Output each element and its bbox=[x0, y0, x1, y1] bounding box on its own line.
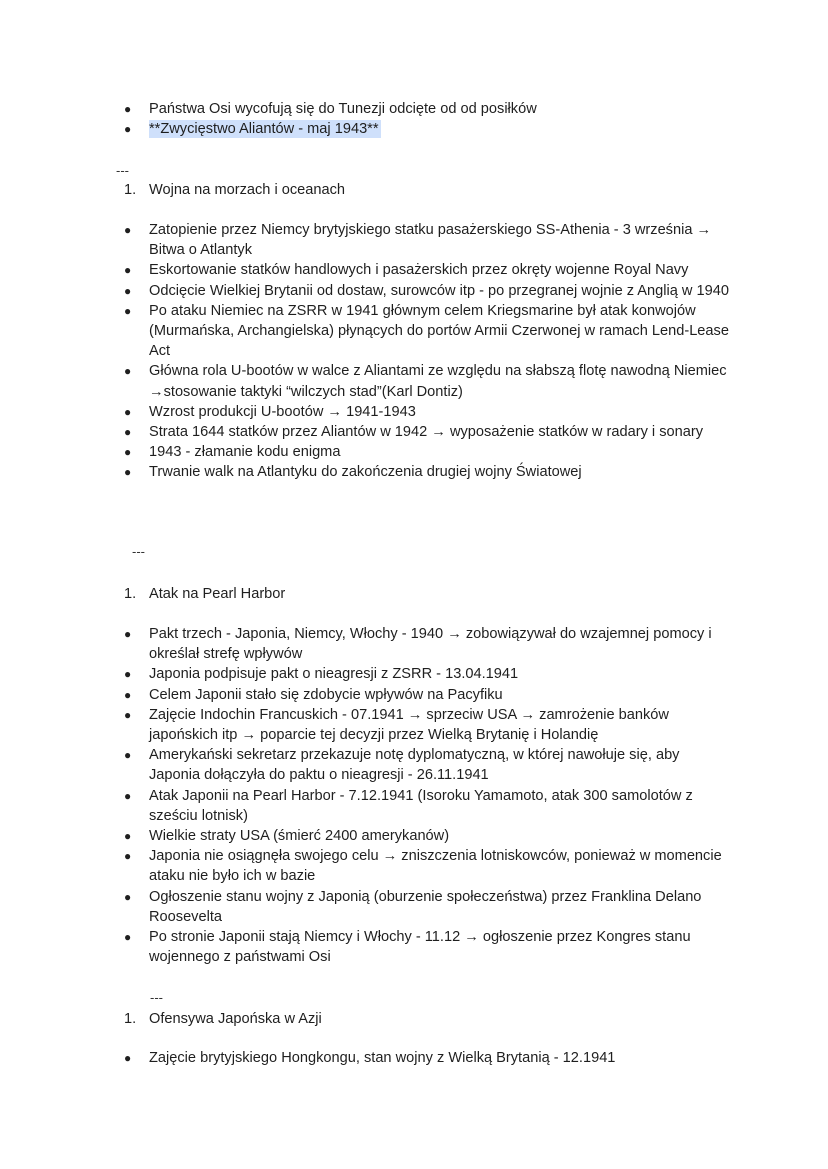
bullet-icon: ● bbox=[124, 1051, 132, 1065]
list-item: ● Zajęcie brytyjskiego Hongkongu, stan wojny z Wielką Brytanią - 12.1941 bbox=[0, 1048, 828, 1068]
list-item bbox=[0, 119, 828, 139]
bullet-icon: ● bbox=[124, 283, 132, 298]
list-item: ● Japonia nie osiągnęła swojego celu → zniszczenia lotniskowców, ponieważ w momencie ataku nie było ich w bazie bbox=[124, 848, 722, 885]
bullet-icon: ● bbox=[124, 465, 132, 480]
list-item: ● Atak Japonii na Pearl Harbor - 7.12.1941 (Isoroku Yamamoto, atak 300 samolotów z sześciu lotnisk) bbox=[124, 787, 693, 824]
section-separator: --- bbox=[150, 990, 163, 1005]
section-separator: --- bbox=[116, 163, 129, 178]
bullet-icon: ● bbox=[124, 263, 132, 278]
section-3-bullet-list bbox=[0, 1048, 828, 1068]
bullet-icon: ● bbox=[124, 364, 132, 379]
section-number: 1. bbox=[124, 586, 137, 602]
list-item: ● Eskortowanie statków handlowych i pasażerskich przez okręty wojenne Royal Navy bbox=[0, 260, 828, 280]
bullet-icon: ● bbox=[124, 889, 132, 904]
top-bullet-list bbox=[0, 99, 828, 139]
list-item: ● 1943 - złamanie kodu enigma bbox=[0, 442, 828, 462]
section-title: Atak na Pearl Harbor bbox=[149, 586, 286, 602]
list-item: ● Główna rola U-bootów w walce z Aliantami ze względu na słabszą flotę nawodną Niemiec →stosowanie taktyki “wilczych stad”(Karl Dontiz) bbox=[124, 363, 727, 400]
list-item: ● Zajęcie Indochin Francuskich - 07.1941 → sprzeciw USA → zamrożenie banków japońskich itp → poparcie tej decyzji przez Wielką Brytanię i Holandię bbox=[124, 706, 669, 744]
section-title: Ofensywa Japońska w Azji bbox=[149, 1011, 322, 1027]
bullet-icon: ● bbox=[124, 425, 132, 440]
section-separator: --- bbox=[132, 544, 145, 559]
list-item: ● Odcięcie Wielkiej Brytanii od dostaw, surowców itp - po przegranej wojnie z Anglią w 1940 bbox=[0, 281, 828, 301]
section-number: 1. bbox=[124, 1011, 137, 1027]
list-item: ● Japonia podpisuje pakt o nieagresji z ZSRR - 13.04.1941 bbox=[0, 664, 828, 684]
list-item: ● Państwa Osi wycofują się do Tunezji odcięte od od posiłków bbox=[0, 99, 828, 119]
list-item: ● Amerykański sekretarz przekazuje notę dyplomatyczną, w której nawołuje się, aby Japonia dołączyła do paktu o nieagresji - 26.11.1941 bbox=[124, 747, 680, 784]
bullet-icon: ● bbox=[124, 788, 132, 803]
bullet-icon: ● bbox=[124, 223, 132, 237]
list-item: ● Zatopienie przez Niemcy brytyjskiego statku pasażerskiego SS-Athenia - 3 września → Bitwa o Atlantyk bbox=[124, 222, 712, 259]
list-item: ● Celem Japonii stało się zdobycie wpływów na Pacyfiku bbox=[0, 685, 828, 705]
highlighted-text: **Zwycięstwo Aliantów - maj 1943** bbox=[149, 121, 379, 138]
bullet-icon: ● bbox=[124, 667, 132, 682]
bullet-icon: ● bbox=[124, 849, 132, 864]
section-number: 1. bbox=[124, 182, 137, 198]
section-2-bullet-list bbox=[0, 624, 828, 967]
list-item: ● Wzrost produkcji U-bootów → 1941-1943 bbox=[0, 402, 828, 422]
bullet-icon: ● bbox=[124, 627, 132, 641]
list-item: ● Trwanie walk na Atlantyku do zakończenia drugiej wojny Światowej bbox=[0, 462, 828, 482]
list-item: ● Pakt trzech - Japonia, Niemcy, Włochy - 1940 → zobowiązywał do wzajemnej pomocy i określał strefę wpływów bbox=[124, 626, 712, 663]
section-1-bullet-list bbox=[0, 220, 828, 483]
bullet-icon: ● bbox=[124, 404, 132, 419]
list-item: ● Strata 1644 statków przez Aliantów w 1942 → wyposażenie statków w radary i sonary bbox=[0, 422, 828, 442]
section-title: Wojna na morzach i oceanach bbox=[149, 182, 346, 198]
bullet-icon: ● bbox=[124, 303, 132, 318]
list-item: ● Po stronie Japonii stają Niemcy i Włochy - 11.12 → ogłoszenie przez Kongres stanu wojennego z państwami Osi bbox=[124, 929, 691, 966]
bullet-icon: ● bbox=[124, 445, 132, 460]
list-item: ● Ogłoszenie stanu wojny z Japonią (oburzenie społeczeństwa) przez Franklina Delano Roosevelta bbox=[124, 888, 702, 925]
list-item: ● Wielkie straty USA (śmierć 2400 amerykanów) bbox=[0, 826, 828, 846]
bullet-icon: ● bbox=[124, 707, 132, 722]
bullet-icon: ● bbox=[124, 829, 132, 844]
bullet-icon: ● bbox=[124, 930, 132, 945]
bullet-icon: ● bbox=[124, 748, 132, 763]
bullet-icon: ● bbox=[124, 687, 132, 702]
list-item: ● Po ataku Niemiec na ZSRR w 1941 głównym celem Kriegsmarine był atak konwojów (Murmańska, Archangielska) płynących do portów Armii Czerwonej w ramach Lend-Lease Act bbox=[124, 302, 729, 360]
bullet-icon: ● bbox=[124, 122, 132, 137]
bullet-icon: ● bbox=[124, 102, 132, 116]
